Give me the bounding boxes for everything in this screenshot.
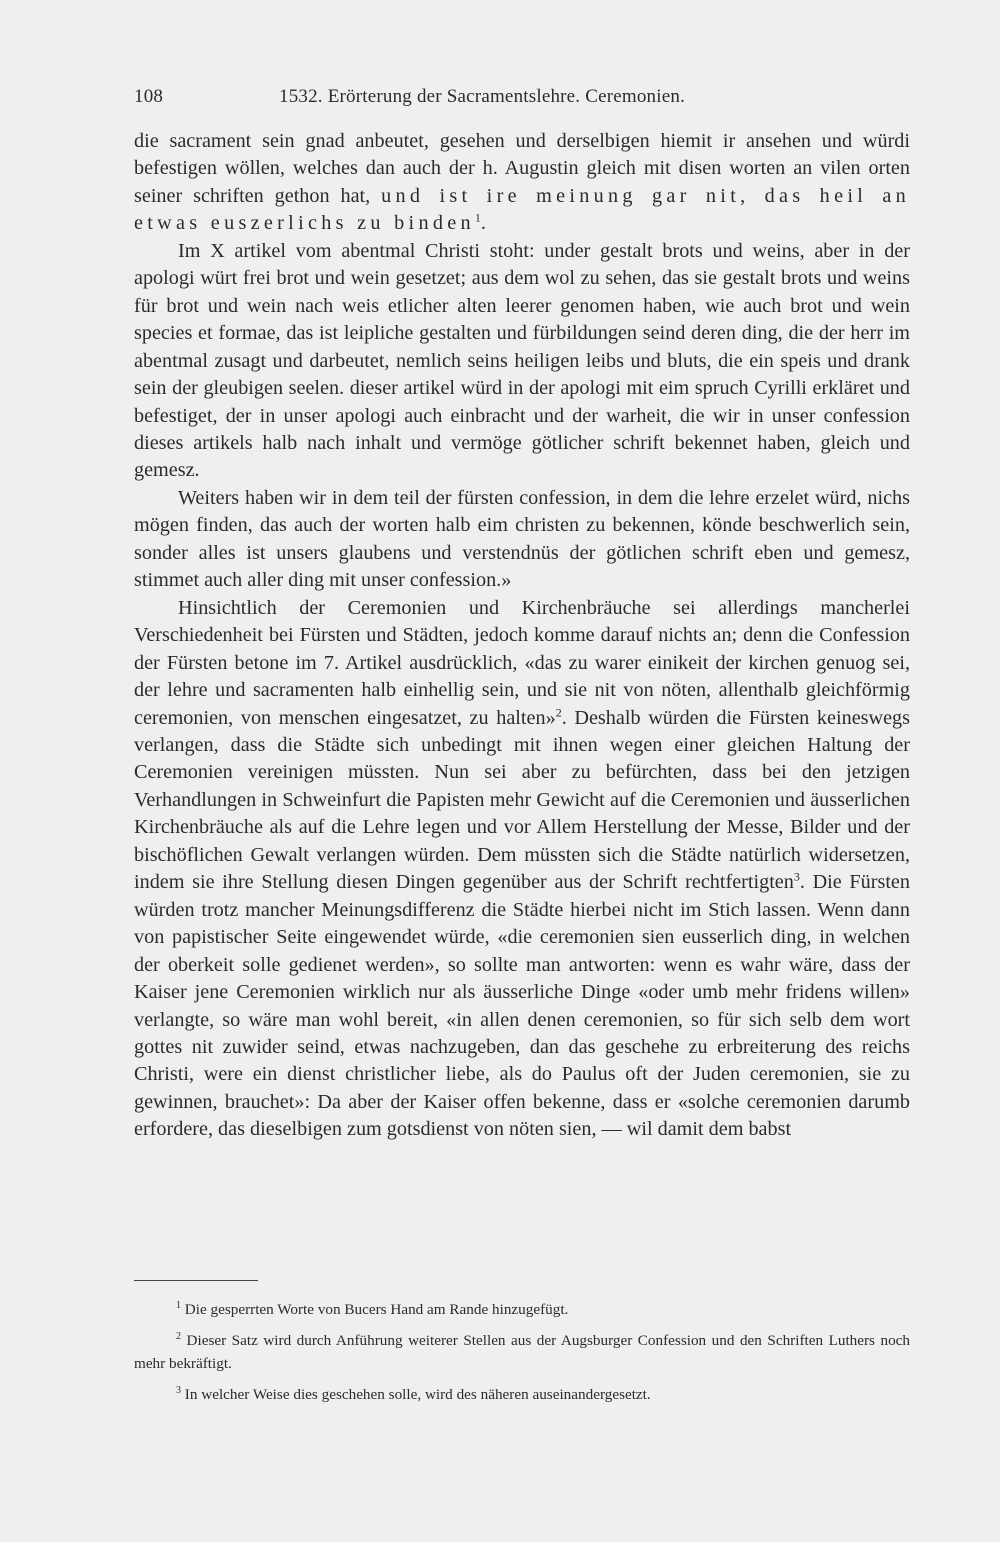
paragraph-2: Im X artikel vom abentmal Christi stoht: under gestalt brots und weins, aber in der apologi würt frei brot und wein gesetzet; aus dem wol zu sehen, das sie gestalt brots und weins für brot und wein nach weis etlicher alten leerer genomen haben, wie auch brot und wein species et formae, das ist leipliche gestalten und fürbildungen seind deren ding, die der herr im abentmal zusagt und darbeutet, nemlich seins heiligen leibs und bluts, die ein speis und drank sein der gleubigen seelen. dieser artikel würd in der apologi mit eim spruch Cyrilli erkläret und befestiget, der in unser apologi auch einbracht und der warheit, die wir in unser confession dieses artikels halb nach inhalt und vermöge götlicher schrift bekennet haben, gleich und gemesz. bbox=[134, 239, 910, 482]
footnote-2 bbox=[134, 1329, 910, 1375]
footnote-mark: 3 bbox=[176, 1384, 181, 1396]
spaced-emphasis: und ist ire meinung gar nit, das heil an etwas euszerlichs zu binden bbox=[134, 184, 911, 235]
footnote-ref-1: 1 bbox=[474, 210, 481, 225]
paragraph-4-text-c: . Die Fürsten würden trotz mancher Meinungsdifferenz die Städte hierbei nicht im Stich lassen. Wenn dann von papistischer Seite eingewendet würde, «die ceremonien sien eusserlich ding, in welchen der oberkeit solle gedienet werden», so sollte man antworten: wenn es wahr wäre, dass der Kaiser jene Ceremonien wirklich nur als äusserliche Dinge «oder umb mehr fridens willen» verlangte, so wäre man wohl bereit, «in allen denen ceremonien, so für sich selb dem wort gottes nit zuwider seind, etwas nachzugeben, dan das geschehe zu erbreiterung des reichs Christi, were ein dienst christlicher liebe, als do Paulus oft der Juden ceremonien, sie zu gewinnen, brauchet»: Da aber der Kaiser offen bekenne, dass er «solche ceremonien darumb erfordere, das dieselbigen zum gotsdienst von nöten sien, — wil damit dem babst bbox=[134, 871, 910, 1141]
footnote-ref-3: 3 bbox=[793, 869, 800, 884]
running-title: 1532. Erörterung der Sacramentslehre. Ceremonien. bbox=[279, 86, 686, 107]
paragraph-3: Weiters haben wir in dem teil der fürsten confession, in dem die lehre erzelet würd, nichs mögen finden, das auch der worten halb eim christen zu bekennen, könde beschwerlich sein, sonder alles ist unsers glaubens und verstendnüs der götlichen schrift eben und gemesz, stimmet auch aller ding mit unser confession.» bbox=[134, 486, 910, 592]
page-number: 108 bbox=[134, 86, 164, 107]
footnote-text: Dieser Satz wird durch Anführung weiterer Stellen aus der Augsburger Confession und den Schriften Luthers noch mehr bekräftigt. bbox=[134, 1332, 910, 1372]
footnotes bbox=[134, 1298, 910, 1414]
footnote-divider bbox=[134, 1280, 258, 1281]
paragraph-1-end: . bbox=[480, 212, 486, 235]
footnote-3 bbox=[134, 1383, 910, 1406]
footnote-text: In welcher Weise dies geschehen solle, wird des näheren auseinandergesetzt. bbox=[184, 1386, 651, 1403]
footnote-mark: 1 bbox=[176, 1299, 181, 1311]
paragraph-4 bbox=[134, 595, 910, 1144]
paragraph-4-text-a: Hinsichtlich der Ceremonien und Kirchenbräuche sei allerdings mancherlei Verschiedenheit bei Fürsten und Städten, jedoch komme darauf nichts an; denn die Confession der Fürsten betone im 7. Artikel ausdrücklich, «das zu warer einikeit der kirchen genuog sei, der lehre und sacramenten halb einhellig sein, und sie nit von nöten, allenthalb gleichförmig ceremonien, von menschen eingesatzet, zu halten» bbox=[134, 596, 910, 729]
running-header bbox=[134, 86, 914, 116]
footnote-1 bbox=[134, 1298, 910, 1321]
paragraph-1 bbox=[134, 128, 910, 238]
main-text bbox=[134, 128, 910, 1144]
paragraph-4-text-b: . Deshalb würden die Fürsten keineswegs verlangen, dass die Städte sich unbedingt mit ihnen wegen einer gleichen Haltung der Ceremonien vereinigen müssten. Nun sei aber zu befürchten, dass bei den jetzigen Verhandlungen in Schweinfurt die Papisten mehr Gewicht auf die Ceremonien und äusserlichen Kirchenbräuche als auf die Lehre legen und vor Allem Herstellung der Messe, Bilder und der bischöflichen Gewalt verlangen würden. Dem müssten sich die Städte natürlich widersetzen, indem sie ihre Stellung diesen Dingen gegenüber aus der Schrift rechtfertigten bbox=[134, 706, 910, 894]
paragraph-1-text: die sacrament sein gnad anbeutet, gesehen und derselbigen hiemit ir ansehen und würdi befestigen wöllen, welches dan auch der h. Augustin gleich mit disen worten an vilen orten seiner schriften gethon hat, bbox=[134, 130, 910, 207]
footnote-mark: 2 bbox=[176, 1330, 181, 1342]
footnote-text: Die gesperrten Worte von Bucers Hand am Rande hinzugefügt. bbox=[184, 1301, 569, 1318]
footnote-ref-2: 2 bbox=[555, 704, 562, 719]
